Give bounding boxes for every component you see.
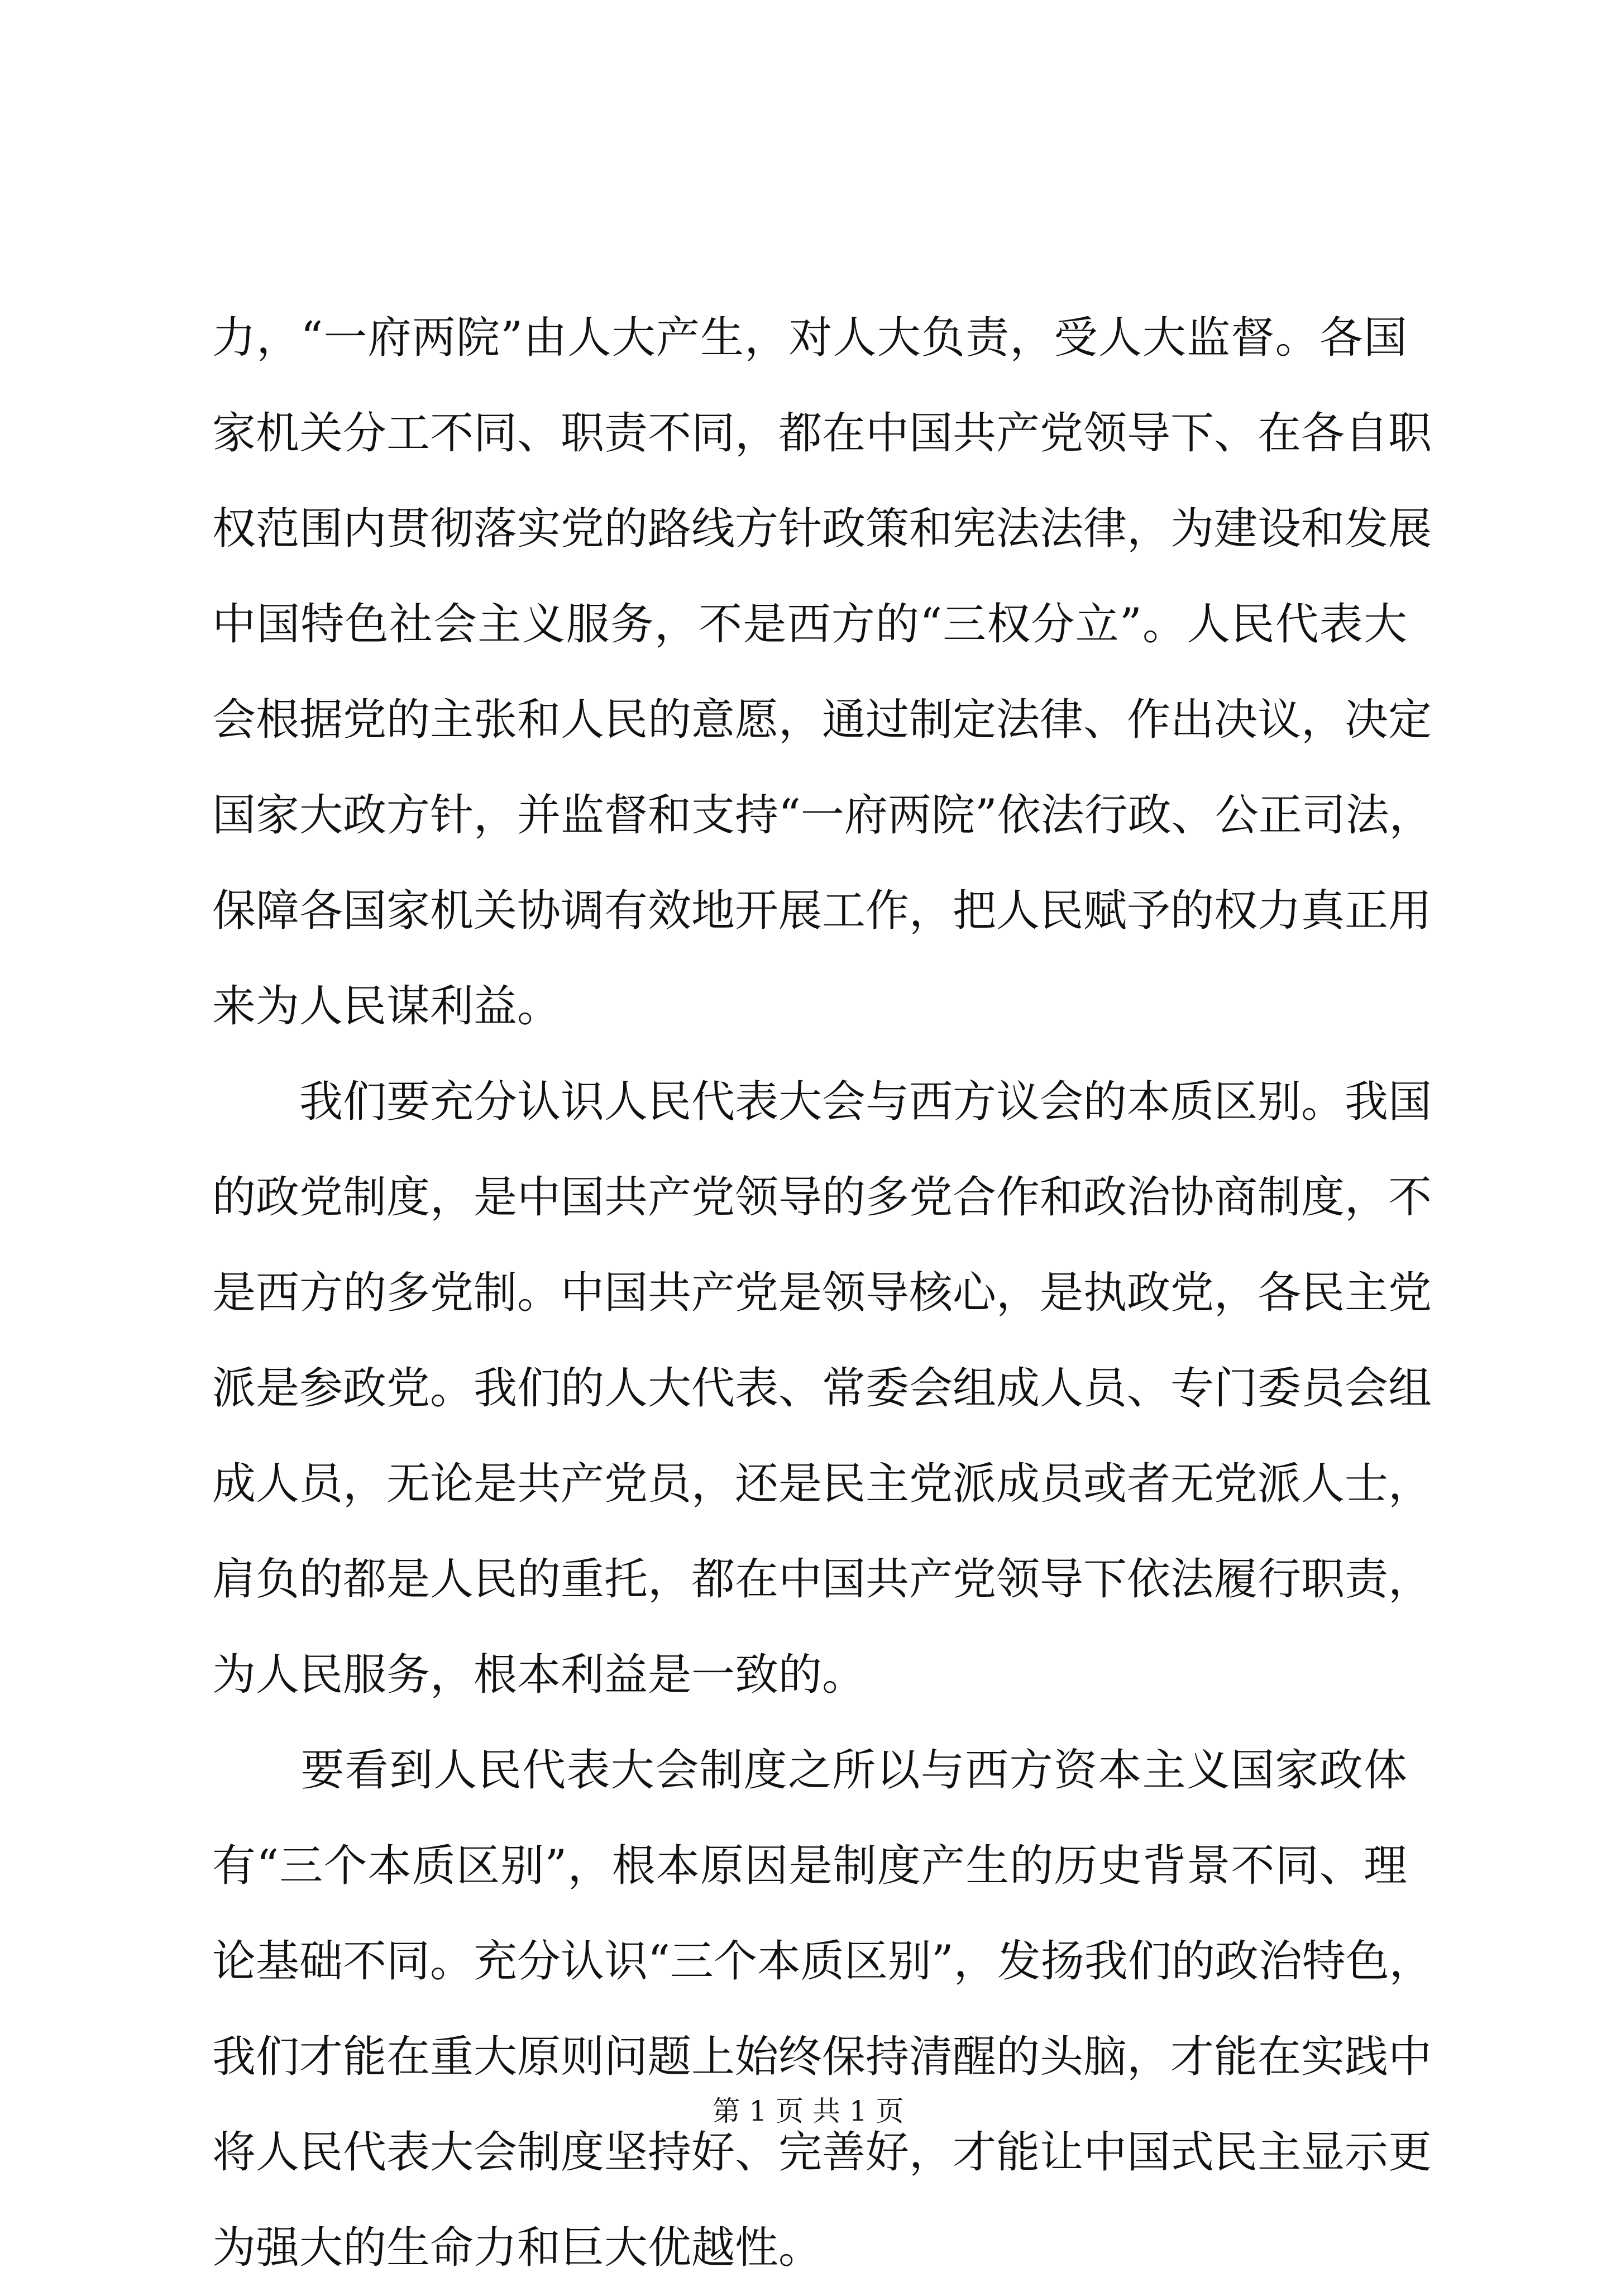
text-line: 家机关分工不同、职责不同，都在中国共产党领导下、在各自职 (212, 408, 1432, 459)
text-line: 中国特色社会主义服务，不是西方的“三权分立”。人民代表大 (212, 599, 1407, 650)
text-line: 肩负的都是人民的重托，都在中国共产党领导下依法履行职责， (212, 1554, 1432, 1605)
text-line: 力，“一府两院”由人大产生，对人大负责，受人大监督。各国 (212, 313, 1407, 363)
text-line: 为人民服务，根本利益是一致的。 (212, 1650, 866, 1700)
text-line: 论基础不同。充分认识“三个本质区别”，发扬我们的政治特色， (212, 1936, 1433, 1987)
text-line: 将人民代表大会制度坚持好、完善好，才能让中国式民主显示更 (212, 2127, 1432, 2178)
text-line: 的政党制度，是中国共产党领导的多党合作和政治协商制度，不 (212, 1172, 1432, 1223)
text-line: 权范围内贯彻落实党的路线方针政策和宪法法律，为建设和发展 (212, 504, 1432, 554)
text-line: 我们要充分认识人民代表大会与西方议会的本质区别。我国 (212, 1077, 1432, 1127)
text-line: 有“三个本质区别”，根本原因是制度产生的历史背景不同、理 (212, 1841, 1407, 1891)
text-line: 我们才能在重大原则问题上始终保持清醒的头脑，才能在实践中 (212, 2032, 1432, 2082)
text-line: 来为人民谋利益。 (212, 981, 561, 1032)
text-line: 会根据党的主张和人民的意愿，通过制定法律、作出决议，决定 (212, 695, 1432, 745)
text-line: 国家大政方针，并监督和支持“一府两院”依法行政、公正司法， (212, 790, 1433, 841)
text-line: 保障各国家机关协调有效地开展工作，把人民赋予的权力真正用 (212, 886, 1432, 936)
text-line: 为强大的生命力和巨大优越性。 (212, 2223, 823, 2273)
page-footer: 第 1 页 共 1 页 (712, 2095, 904, 2127)
text-line: 是西方的多党制。中国共产党是领导核心，是执政党，各民主党 (212, 1268, 1432, 1318)
text-line: 派是参政党。我们的人大代表、常委会组成人员、专门委员会组 (212, 1363, 1432, 1414)
body-text (212, 290, 1433, 2296)
text-line: 要看到人民代表大会制度之所以与西方资本主义国家政体 (212, 1745, 1407, 1796)
text-line: 成人员，无论是共产党员，还是民主党派成员或者无党派人士， (212, 1459, 1432, 1509)
